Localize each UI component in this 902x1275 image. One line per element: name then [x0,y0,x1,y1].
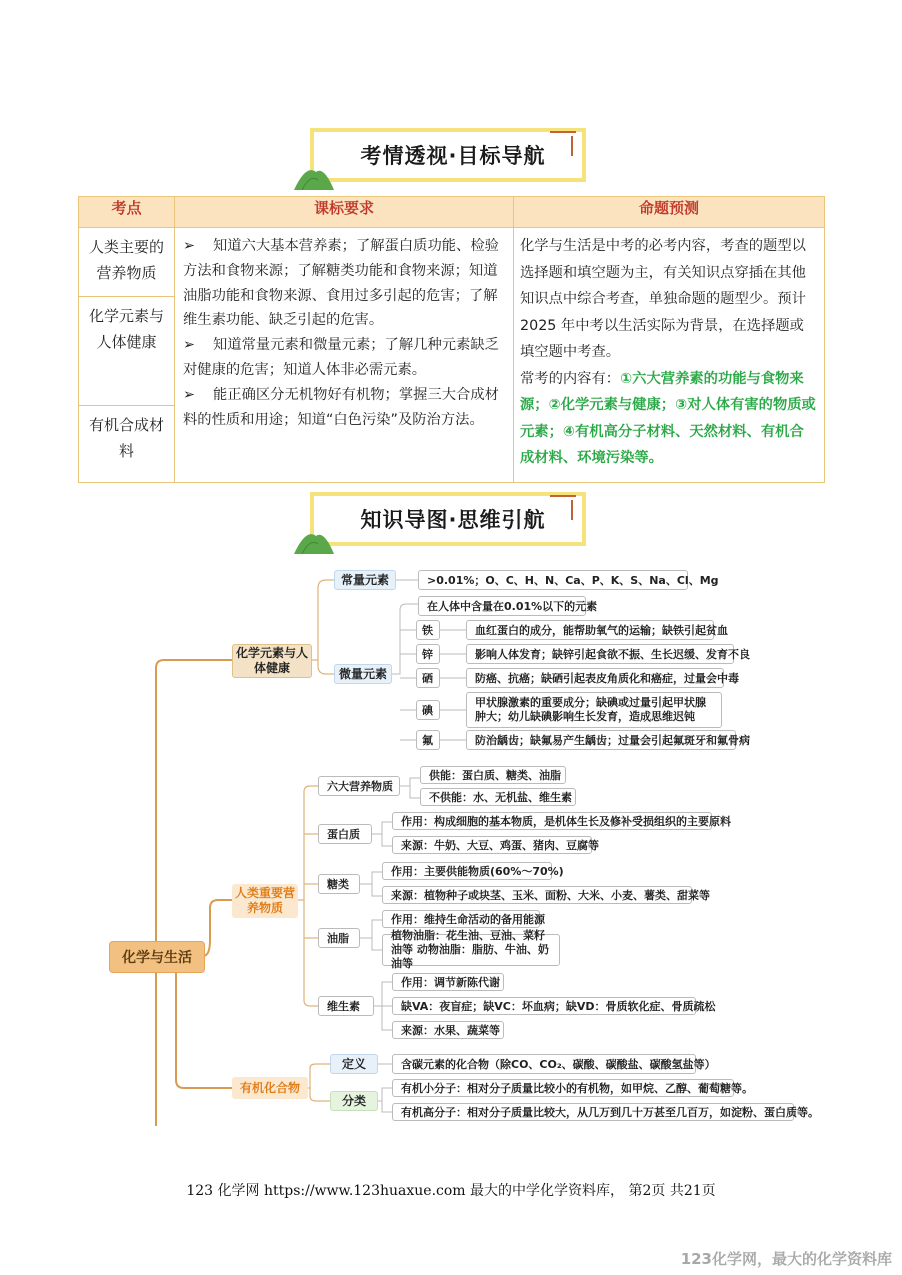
requirement-text: 知道常量元素和微量元素；了解几种元素缺乏对健康的危害；知道人体非必需元素。 [183,337,499,378]
leaf-danbai-zy: 作用：构成细胞的基本物质，是机体生长及修补受损组织的主要原料 [392,812,712,830]
leaf-wei-zy: 作用：调节新陈代谢 [392,973,504,991]
watermark: 123化学网，最大的化学资料库 [680,1250,892,1268]
requirement-text: 能正确区分无机物好有机物；掌握三大合成材料的性质和用途；知道“白色污染”及防治方法。 [183,386,499,428]
hill-icon [292,162,336,190]
element-leaf-i: 甲状腺激素的重要成分；缺碘或过量引起甲状腺肿大；幼儿缺碘影响生长发育，造成思维迟钝 [466,692,722,728]
prediction-lead: 常考的内容有： [520,370,621,387]
category-dingyi: 定义 [330,1054,378,1074]
category-tang: 糖类 [318,874,360,894]
leaf-wei-que: 缺VA：夜盲症；缺VC：坏血病；缺VD：骨质软化症、骨质疏松 [392,997,696,1015]
category-wei: 维生素 [318,996,374,1016]
branch-organic: 有机化合物 [232,1077,308,1099]
category-weiliang: 微量元素 [334,664,392,684]
element-node-f: 氟 [416,730,440,750]
leaf-gongneng: 供能：蛋白质、糖类、油脂 [420,766,566,784]
element-leaf-se: 防癌、抗癌；缺硒引起表皮角质化和癌症，过量会中毒 [466,668,724,688]
element-node-se: 硒 [416,668,440,688]
leaf-tang-ly: 来源：植物种子或块茎、玉米、面粉、大米、小麦、薯类、甜菜等 [382,886,692,904]
category-you: 油脂 [318,928,360,948]
prediction-cell [514,228,825,483]
prediction-highlight: ①六大营养素的功能与食物来源；②化学元素与健康；③对人体有害的物质或元素；④有机高分子材料、天然材料、有机合成材料、环境污染等。 [520,370,816,466]
prediction-text: 化学与生活是中考的必考内容，考查的题型以选择题和填空题为主，有关知识点穿插在其他知识点中综合考查，单独命题的题型少。预计 2025 年中考以生活实际为背景，在选择题或填空题中考查。 [520,238,806,360]
kaodian-cell: 化学元素与人体健康 [79,297,175,406]
section-banner-2 [298,492,590,550]
leaf-tang-zy: 作用：主要供能物质(60%～70%) [382,862,552,880]
hill-icon [292,526,336,554]
table-header: 考点 [79,197,175,228]
arrow-bullet-icon: ➢ [183,238,195,254]
category-liuda: 六大营养物质 [318,776,400,796]
category-fenlei: 分类 [330,1091,378,1111]
arrow-bullet-icon: ➢ [183,337,195,354]
arrow-bullet-icon: ➢ [183,386,195,403]
leaf-changliang: >0.01%；O、C、H、N、Ca、P、K、S、Na、Cl、Mg [418,570,688,590]
leaf-fen-gao: 有机高分子：相对分子质量比较大，从几万到几十万甚至几百万，如淀粉、蛋白质等。 [392,1103,794,1121]
element-leaf-f: 防治龋齿；缺氟易产生龋齿；过量会引起氟斑牙和氟骨病 [466,730,736,750]
kaoqing-table [78,196,825,483]
kaodian-cell: 人类主要的营养物质 [79,228,175,297]
leaf-you-ly: 植物油脂：花生油、豆油、菜籽油等 动物油脂：脂肪、牛油、奶油等 [382,934,560,966]
leaf-dingyi: 含碳元素的化合物（除CO、CO₂、碳酸、碳酸盐、碳酸氢盐等） [392,1054,696,1074]
requirements-cell [175,228,514,483]
leaf-wei-ly: 来源：水果、蔬菜等 [392,1021,504,1039]
branch-element-health: 化学元素与人体健康 [232,644,312,678]
mindmap-root: 化学与生活 [109,941,205,973]
leaf-danbai-ly: 来源：牛奶、大豆、鸡蛋、猪肉、豆腐等 [392,836,592,854]
category-changliang: 常量元素 [334,570,396,590]
table-header: 命题预测 [514,197,825,228]
element-node-zn: 锌 [416,644,440,664]
leaf-bugong: 不供能：水、无机盐、维生素 [420,788,576,806]
element-leaf-zn: 影响人体发育；缺锌引起食欲不振、生长迟缓、发育不良 [466,644,734,664]
branch-nutrients: 人类重要营养物质 [232,884,298,918]
table-header: 课标要求 [175,197,514,228]
element-node-fe: 铁 [416,620,440,640]
requirement-text: 知道六大基本营养素；了解蛋白质功能、检验方法和食物来源；了解糖类功能和食物来源；知道油脂功能和食物来源、食用过多引起的危害；了解维生素功能、缺乏引起的危害。 [183,238,499,329]
leaf-fen-xiao: 有机小分子：相对分子质量比较小的有机物，如甲烷、乙醇、葡萄糖等。 [392,1079,734,1097]
element-node-i: 碘 [416,700,440,720]
element-leaf-fe: 血红蛋白的成分，能帮助氧气的运输；缺铁引起贫血 [466,620,714,640]
section-banner-1 [298,128,590,186]
kaodian-cell: 有机合成材料 [79,406,175,483]
leaf-you-zy: 作用：维持生命活动的备用能源 [382,910,540,928]
category-danbai: 蛋白质 [318,824,372,844]
section-title: 考情透视·目标导航 [360,144,546,168]
section-title: 知识导图·思维引航 [360,508,546,532]
page-footer: 123 化学网 https://www.123huaxue.com 最大的中学化学资料库， 第2页 共21页 [186,1183,716,1199]
leaf-weiliang-def: 在人体中含量在0.01%以下的元素 [418,596,586,616]
